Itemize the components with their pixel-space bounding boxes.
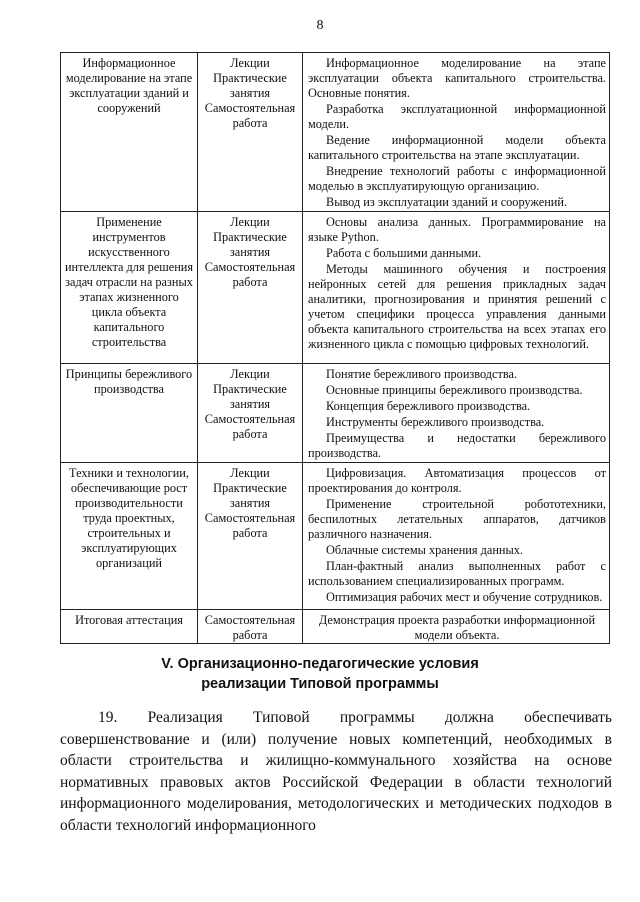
body-paragraph: 19. Реализация Типовой программы должна обеспечивать совершенствование и (или) получение новых компетенций, необходимых в области строительства и жилищно-коммунального хозяйства на основе нормативных правовых актов Российской Федерации в области технологий информационного моделирования, методологических и методических подходов в области технологий информационного xyxy=(60,709,612,834)
topic-cell: Применение инструментов искусственного интеллекта для решения задач отрасли на разных этапах жизненного цикла объекта капитального строительства xyxy=(61,212,198,364)
content-line: Основы анализа данных. Программирование на языке Python. xyxy=(308,215,606,244)
content-line: Разработка эксплуатационной информационной модели. xyxy=(308,102,606,131)
content-line: Основные принципы бережливого производства. xyxy=(326,383,583,397)
content-line: Оптимизация рабочих мест и обучение сотрудников. xyxy=(326,590,603,604)
content-line: Концепция бережливого производства. xyxy=(326,399,531,413)
section-heading-line: реализации Типовой программы xyxy=(201,676,439,692)
form-item: Лекции xyxy=(230,56,270,70)
form-item: Практические занятия xyxy=(213,481,287,510)
forms-cell xyxy=(198,53,303,212)
content-line: Преимущества и недостатки бережливого производства. xyxy=(308,431,606,460)
curriculum-table xyxy=(60,52,610,644)
content-line: Методы машинного обучения и построения нейронных сетей для решения прикладных задач аналитики, прогнозирования и принятия решений с учетом специфики процесса управления данными объекта капитального строительства на всех этапах его жизненного цикла с помощью цифровых технологий. xyxy=(308,262,606,351)
body-paragraph-block xyxy=(60,707,612,836)
form-item: Практические занятия xyxy=(213,230,287,259)
forms-cell xyxy=(198,364,303,463)
form-item: Практические занятия xyxy=(213,382,287,411)
content-cell xyxy=(303,463,610,610)
content-line: Информационное моделирование на этапе эксплуатации объекта капитального строительства. Основные понятия. xyxy=(308,56,606,100)
form-item: Самостоятельная работа xyxy=(204,613,296,642)
content-line: Понятие бережливого производства. xyxy=(326,367,518,381)
content-line: Инструменты бережливого производства. xyxy=(326,415,545,429)
form-item: Самостоятельная работа xyxy=(204,260,296,289)
table-row xyxy=(61,212,610,364)
content-line: Внедрение технологий работы с информационной моделью в эксплуатирующую организацию. xyxy=(308,164,606,193)
topic-cell: Итоговая аттестация xyxy=(61,610,198,644)
section-heading xyxy=(0,654,640,694)
table-row xyxy=(61,610,610,644)
content-line: План-фактный анализ выполненных работ с использованием специализированных программ. xyxy=(308,559,606,588)
form-item: Лекции xyxy=(230,215,270,229)
topic-cell: Принципы бережливого производства xyxy=(61,364,198,463)
form-item: Лекции xyxy=(230,466,270,480)
topic-cell: Техники и технологии, обеспечивающие рост производительности труда проектных, строительных и эксплуатирующих организаций xyxy=(61,463,198,610)
table-row xyxy=(61,53,610,212)
content-cell xyxy=(303,610,610,644)
content-line: Облачные системы хранения данных. xyxy=(326,543,523,557)
section-heading-line: V. Организационно-педагогические условия xyxy=(161,656,479,672)
content-line: Ведение информационной модели объекта капитального строительства на этапе эксплуатации. xyxy=(308,133,606,162)
content-line: Работа с большими данными. xyxy=(326,246,482,260)
table-row xyxy=(61,463,610,610)
content-cell xyxy=(303,212,610,364)
topic-cell: Информационное моделирование на этапе эксплуатации зданий и сооружений xyxy=(61,53,198,212)
content-cell xyxy=(303,364,610,463)
content-line: Демонстрация проекта разработки информационной модели объекта. xyxy=(318,613,596,642)
form-item: Лекции xyxy=(230,367,270,381)
forms-cell xyxy=(198,463,303,610)
forms-cell xyxy=(198,212,303,364)
content-line: Цифровизация. Автоматизация процессов от проектирования до контроля. xyxy=(308,466,606,495)
table-row xyxy=(61,364,610,463)
forms-cell xyxy=(198,610,303,644)
form-item: Самостоятельная работа xyxy=(204,101,296,130)
form-item: Самостоятельная работа xyxy=(204,412,296,441)
content-cell xyxy=(303,53,610,212)
form-item: Самостоятельная работа xyxy=(204,511,296,540)
page-number: 8 xyxy=(316,18,324,33)
content-line: Применение строительной робототехники, беспилотных летательных аппаратов, датчиков различного назначения. xyxy=(308,497,606,541)
form-item: Практические занятия xyxy=(213,71,287,100)
content-line: Вывод из эксплуатации зданий и сооружений. xyxy=(326,195,568,209)
